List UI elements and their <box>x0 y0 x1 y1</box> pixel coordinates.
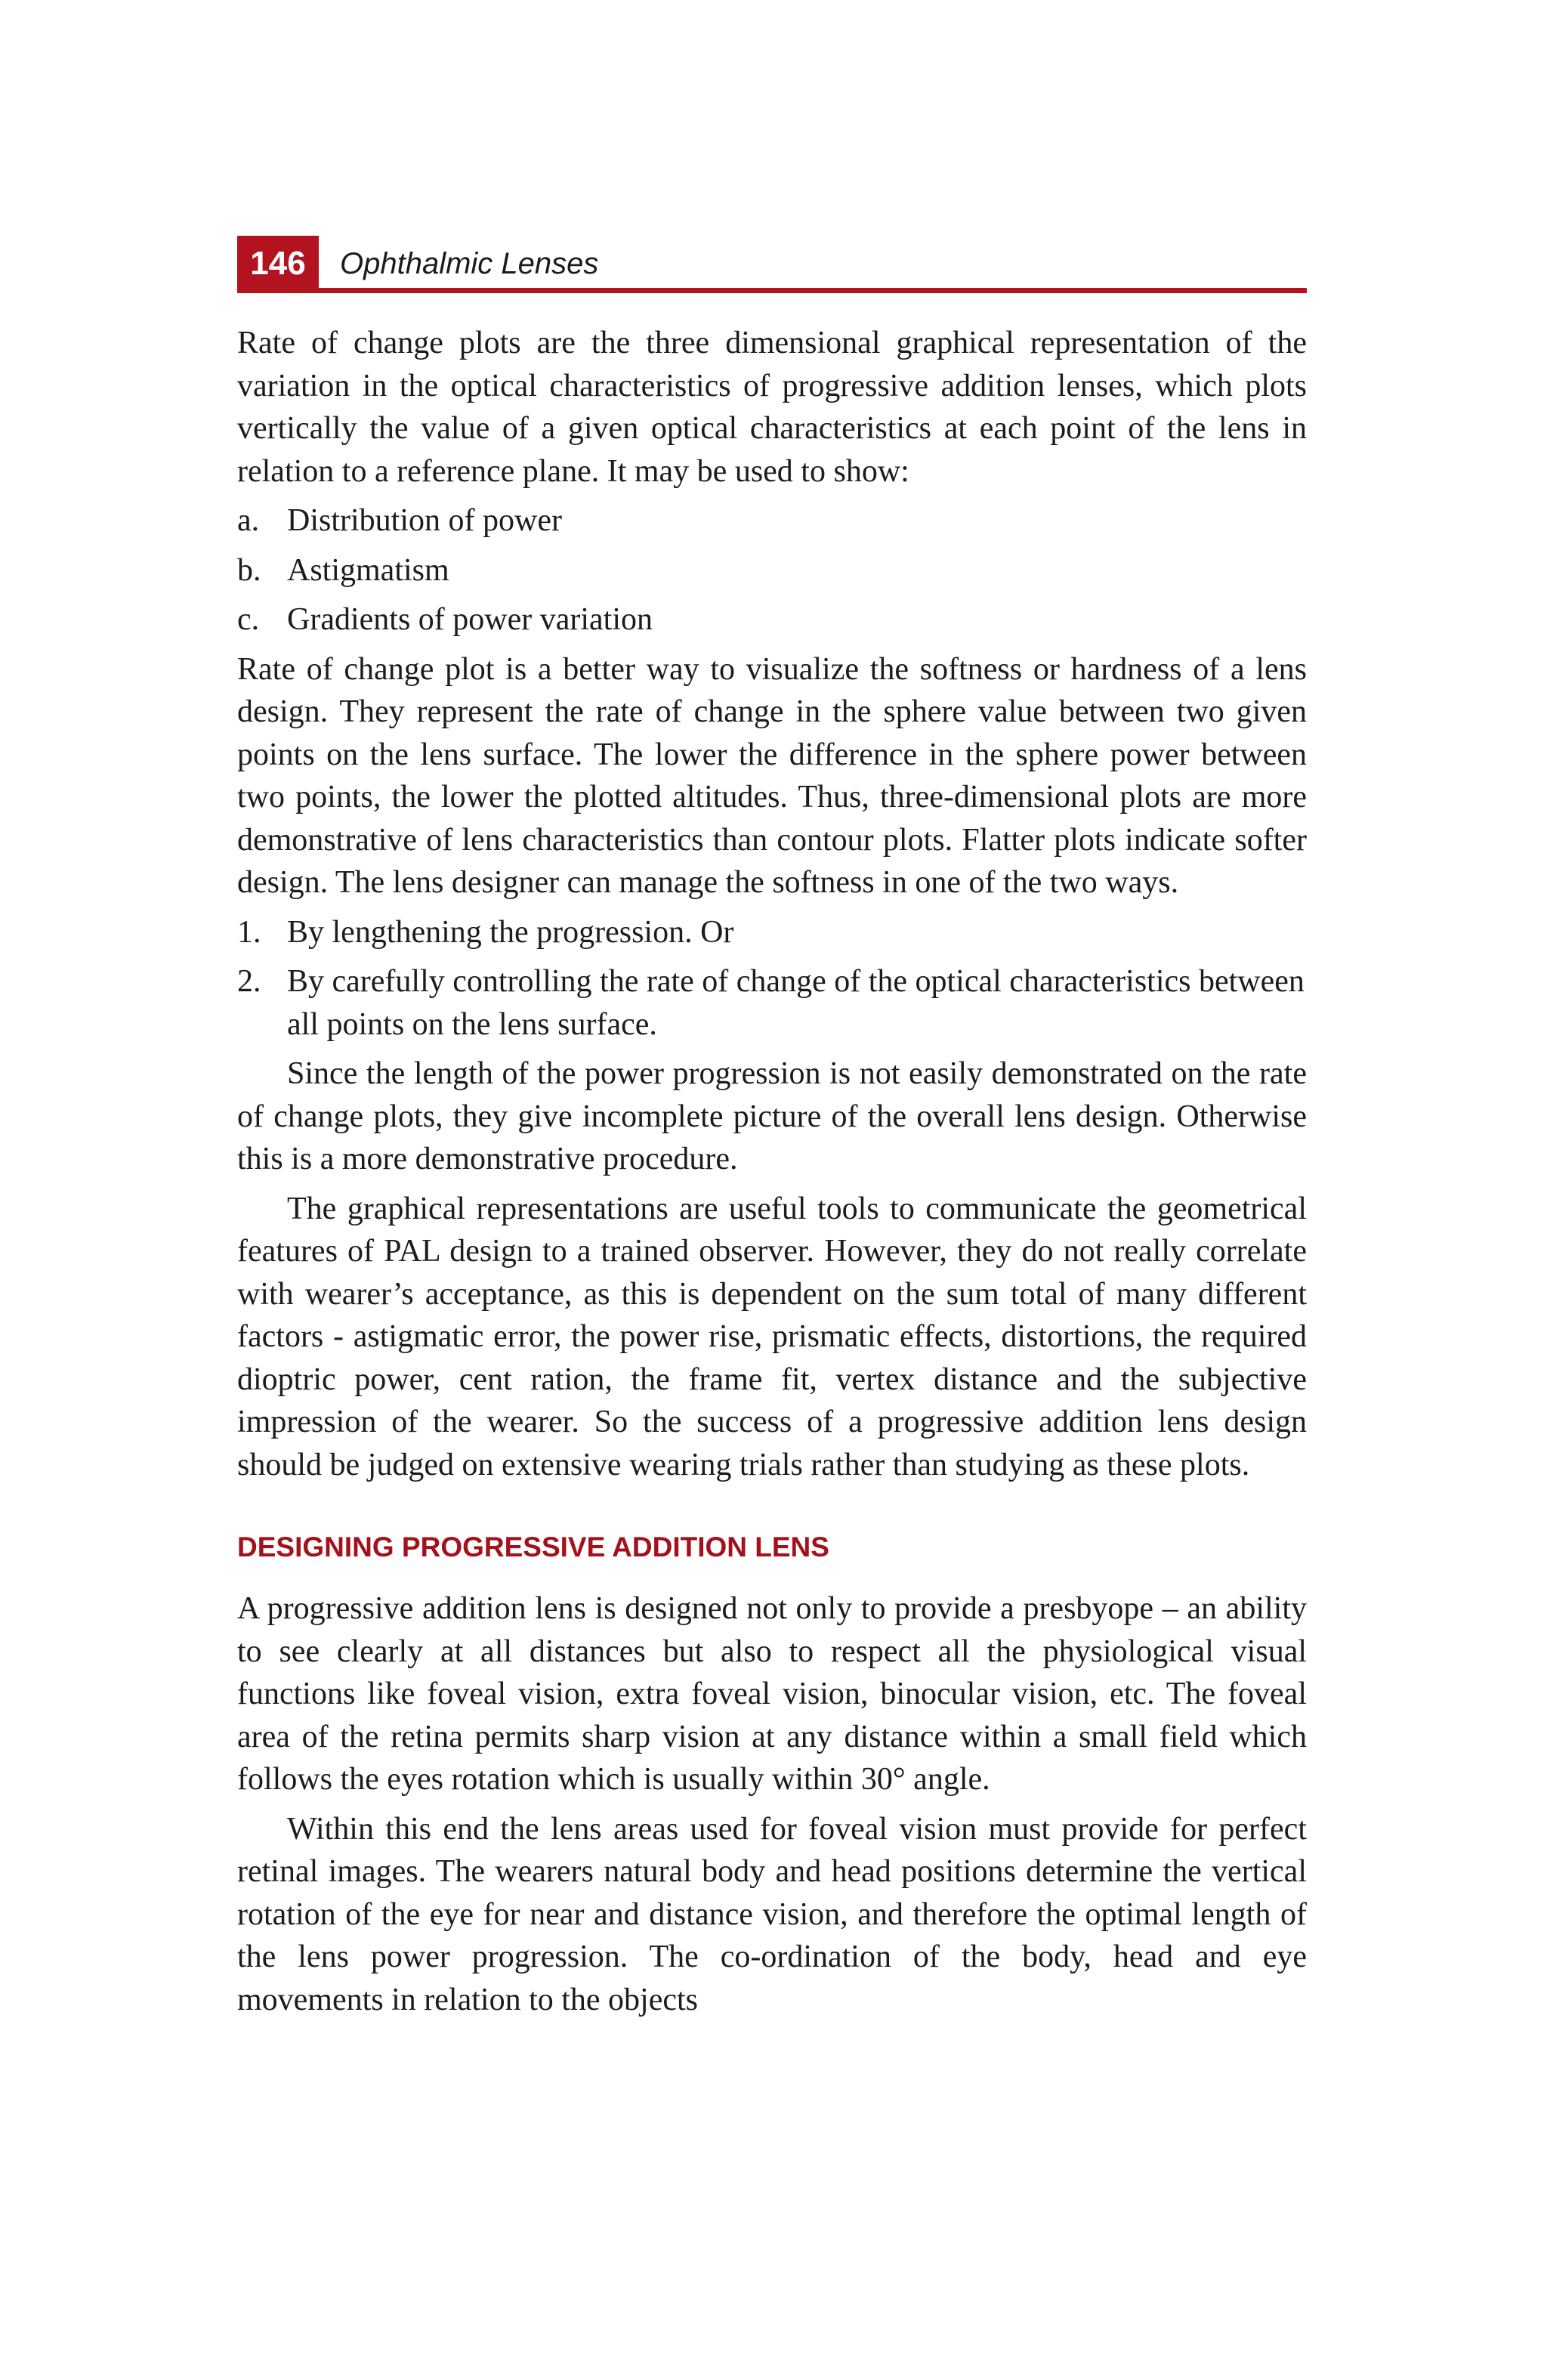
alpha-list <box>237 499 1307 641</box>
paragraph-foveal-vision: Within this end the lens areas used for foveal vision must provide for perfect retinal images. The wearers natural body and head positions determine the vertical rotation of the eye for near and distance vision, and therefore the optimal length of the lens power progression. The co-ordination of the body, head and eye movements in relation to the objects <box>237 1811 1307 2017</box>
paragraph-rate-of-change-intro: Rate of change plots are the three dimensional graphical representation of the variation in the optical characteristics of progressive addition lenses, which plots vertically the value of a given optical characteristics at each point of the lens in relation to a reference plane. It may be used to show: <box>237 326 1307 489</box>
list-item <box>237 960 1307 1046</box>
list-item-text: Astigmatism <box>287 552 449 588</box>
paragraph-power-progression: Since the length of the power progression is not easily demonstrated on the rate of change plots, they give incomplete picture of the overall lens design. Otherwise this is a more demonstrative procedure. <box>237 1056 1307 1176</box>
list-item <box>237 499 1307 542</box>
list-item-text: Distribution of power <box>287 503 562 538</box>
list-item <box>237 911 1307 954</box>
paragraph-pal-design: A progressive addition lens is designed not only to provide a presbyope – an ability to see clearly at all distances but also to respect all the physiological visual functions like foveal vision, extra foveal vision, binocular vision, etc. The foveal area of the retina permits sharp vision at any distance within a small field which follows the eyes rotation which is usually within 30° angle. <box>237 1591 1307 1797</box>
page-number: 146 <box>237 236 319 292</box>
list-item <box>237 598 1307 641</box>
list-marker: 1. <box>237 914 261 950</box>
list-item-text: Gradients of power variation <box>287 602 653 637</box>
list-marker: c. <box>237 602 260 637</box>
header-rule <box>237 288 1307 293</box>
list-marker: 2. <box>237 964 261 999</box>
page-content <box>237 322 1307 2021</box>
section-heading: DESIGNING PROGRESSIVE ADDITION LENS <box>237 1532 829 1562</box>
list-marker: a. <box>237 503 260 538</box>
running-title: Ophthalmic Lenses <box>340 247 599 280</box>
book-page <box>237 236 1307 2028</box>
running-head <box>237 236 1307 292</box>
list-item-text: By lengthening the progression. Or <box>287 914 734 950</box>
paragraph-graphical-representations: The graphical representations are useful tools to communicate the geometrical features of PAL design to a trained observer. However, they do not really correlate with wearer’s acceptance, as this is dependent on the sum total of many different factors - astigmatic error, the power rise, prismatic effects, distortions, the required dioptric power, cent ration, the frame fit, vertex distance and the subjective impression of the wearer. So the success of a progressive addition lens design should be judged on extensive wearing trials rather than studying as these plots. <box>237 1191 1307 1482</box>
paragraph-softness: Rate of change plot is a better way to visualize the softness or hardness of a lens design. They represent the rate of change in the sphere value between two given points on the lens surface. The lower the difference in the sphere power between two points, the lower the plotted altitudes. Thus, three-dimensional plots are more demonstrative of lens characteristics than contour plots. Flatter plots indicate softer design. The lens designer can manage the softness in one of the two ways. <box>237 651 1307 900</box>
list-item <box>237 549 1307 592</box>
numbered-list <box>237 911 1307 1046</box>
list-marker: b. <box>237 552 261 588</box>
list-item-text: By carefully controlling the rate of change of the optical characteristics between all points on the lens surface. <box>287 964 1305 1042</box>
